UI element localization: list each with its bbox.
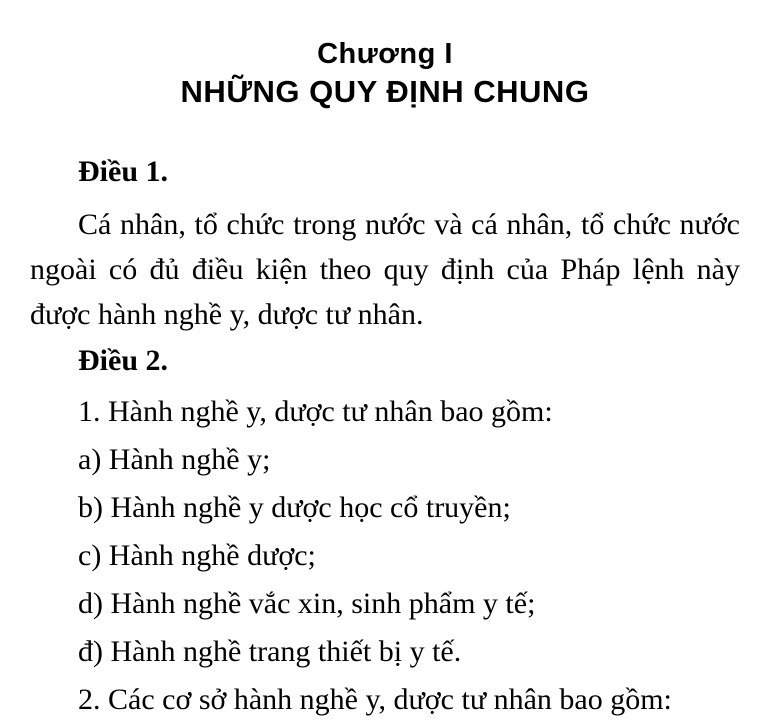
- article-1-heading: Điều 1.: [78, 155, 168, 188]
- chapter-title: NHỮNG QUY ĐỊNH CHUNG: [180, 74, 590, 109]
- chapter-label: Chương I: [317, 38, 453, 70]
- clause-1dd: đ) Hành nghề trang thiết bị y tế.: [78, 635, 462, 668]
- clause-1c: c) Hành nghề dược;: [78, 539, 316, 572]
- article-2-heading: Điều 2.: [78, 344, 168, 377]
- clause-1d: d) Hành nghề vắc xin, sinh phẩm y tế;: [78, 587, 536, 620]
- article-1-paragraph: Cá nhân, tổ chức trong nước và cá nhân, tổ chức nước ngoài có đủ điều kiện theo quy định của Pháp lệnh này được hành nghề y, dược tư nhân.: [30, 208, 740, 331]
- article-2-clauses: [30, 389, 740, 722]
- clause-1a: a) Hành nghề y;: [78, 443, 271, 476]
- clause-2: 2. Các cơ sở hành nghề y, dược tư nhân bao gồm:: [78, 683, 672, 716]
- clause-1b: b) Hành nghề y dược học cổ truyền;: [78, 491, 511, 524]
- clause-1: 1. Hành nghề y, dược tư nhân bao gồm:: [78, 395, 553, 428]
- chapter-heading: [30, 36, 740, 112]
